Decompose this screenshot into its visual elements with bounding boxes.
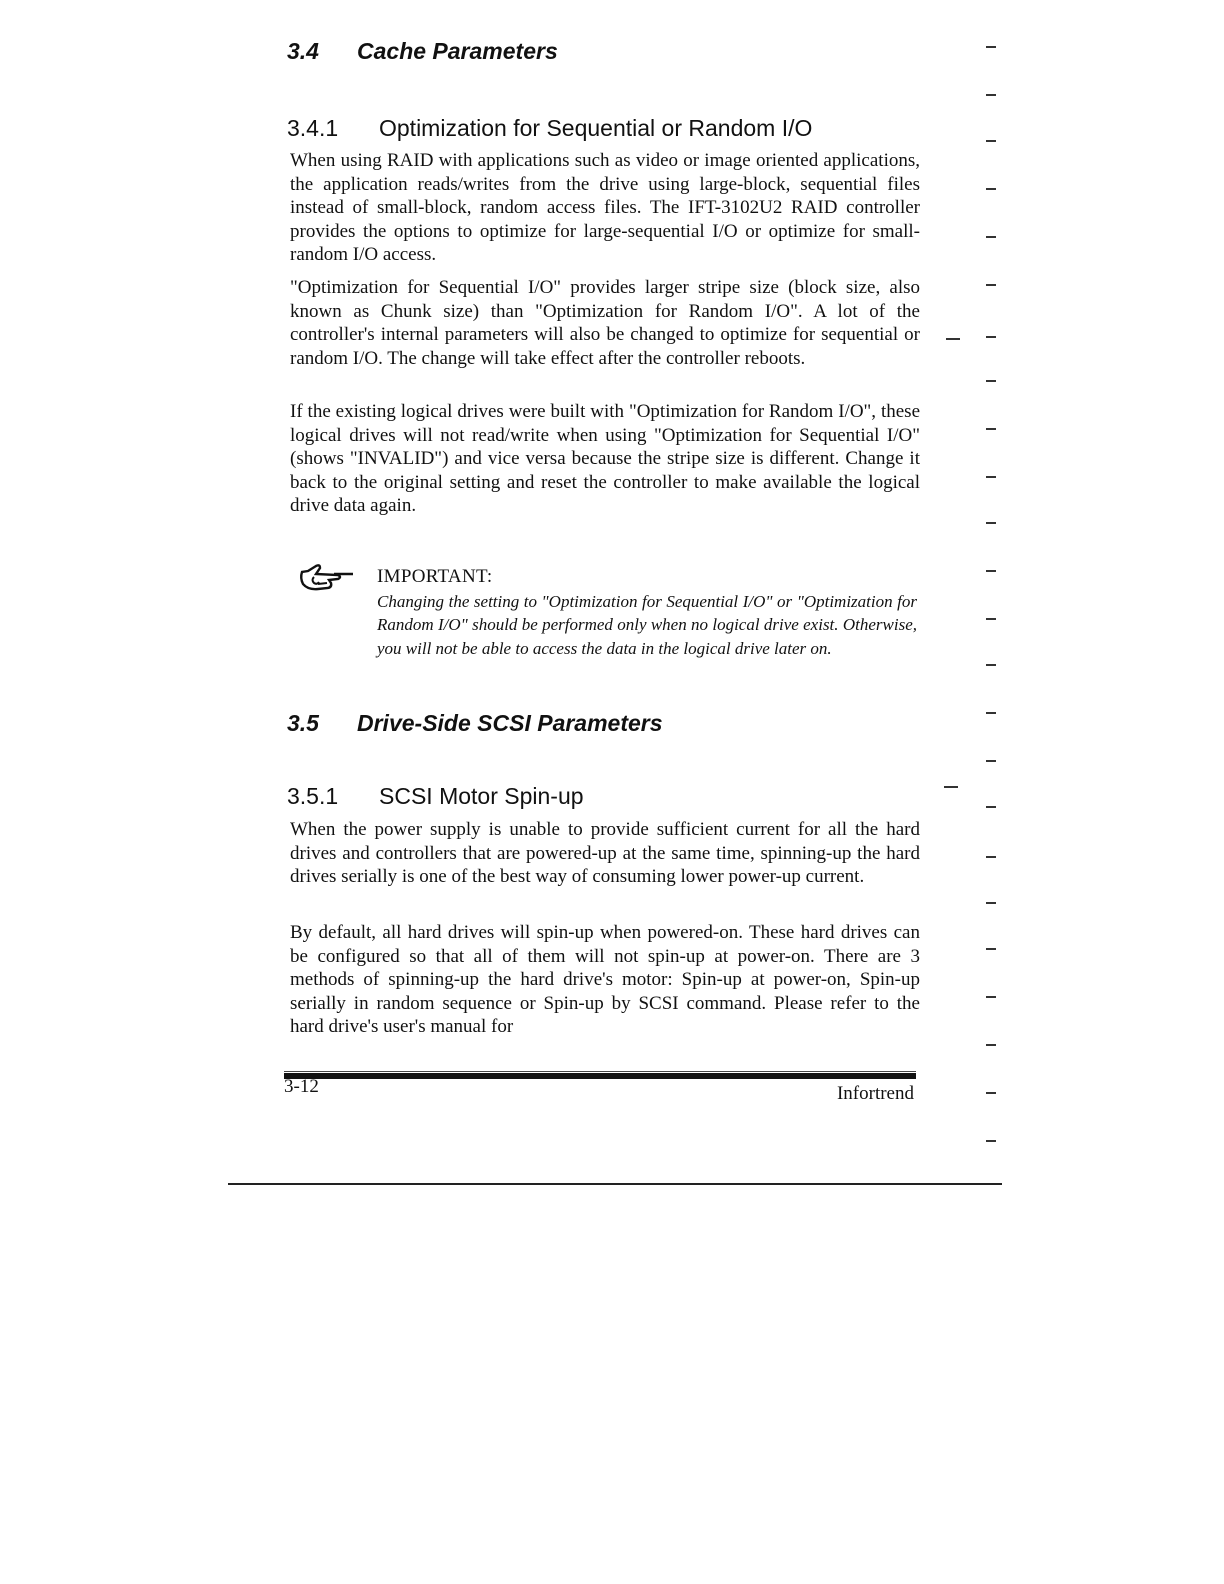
paragraph: When the power supply is unable to provide sufficient current for all the hard drives and controllers that are powered-up at the same time, spinning-up the hard drives serially is one of the best way of consuming lower power-up current. [290, 819, 920, 888]
margin-mark [986, 856, 996, 858]
footer-divider-thin [284, 1071, 916, 1072]
margin-mark [986, 522, 996, 524]
footer-brand: Infortrend [836, 1083, 914, 1104]
margin-mark [986, 806, 996, 808]
margin-mark [986, 236, 996, 238]
margin-mark [944, 786, 958, 788]
section-number: 3.4.1 [287, 115, 339, 141]
margin-mark [986, 618, 996, 620]
section-title: SCSI Motor Spin-up [379, 783, 584, 809]
note-title: IMPORTANT: [377, 566, 493, 587]
pointing-hand-icon [298, 562, 356, 592]
margin-mark [986, 902, 996, 904]
paragraph: When using RAID with applications such as video or image oriented applications, the application reads/writes from the drive using large-block, sequential files instead of small-block, random access files. The IFT-3102U2 RAID controller provides the options to optimize for large-sequential I/O or optimize for small-random I/O access. [290, 150, 920, 266]
note-body: Changing the setting to "Optimization for Sequential I/O" or "Optimization for Random I/O" should be performed only when no logical drive exist. Otherwise, you will not be able to access the data in the logical drive later on. [377, 592, 917, 658]
section-title: Drive-Side SCSI Parameters [357, 710, 663, 736]
margin-mark [986, 140, 996, 142]
margin-mark [946, 338, 960, 340]
section-3-4-1-heading [287, 115, 812, 142]
page-number: 3-12 [284, 1076, 319, 1097]
footer-divider [284, 1073, 916, 1079]
margin-mark [986, 1092, 996, 1094]
paragraph: If the existing logical drives were built with "Optimization for Random I/O", these logical drives will not read/write when using "Optimization for Sequential I/O" (shows "INVALID") and vice versa because the stripe size is different. Change it back to the original setting and reset the controller to make available the logical drive data again. [290, 401, 920, 517]
margin-mark [986, 476, 996, 478]
margin-mark [986, 284, 996, 286]
section-title: Cache Parameters [357, 38, 558, 64]
margin-mark [986, 46, 996, 48]
margin-mark [986, 336, 996, 338]
section-3-5-1-heading [287, 783, 584, 810]
margin-mark [986, 664, 996, 666]
section-number: 3.4 [287, 38, 319, 64]
paragraph: "Optimization for Sequential I/O" provides larger stripe size (block size, also known as Chunk size) than "Optimization for Random I/O". A lot of the controller's internal parameters will also be changed to optimize for sequential or random I/O. The change will take effect after the controller reboots. [290, 277, 920, 369]
margin-mark [986, 428, 996, 430]
paragraph: By default, all hard drives will spin-up when powered-on. These hard drives can be configured so that all of them will not spin-up at power-on. There are 3 methods of spinning-up the hard drive's motor: Spin-up at power-on, Spin-up serially in random sequence or Spin-up by SCSI command. Please refer to the hard drive's user's manual for [290, 922, 920, 1038]
section-3-5-heading [287, 710, 663, 737]
margin-mark [986, 996, 996, 998]
margin-mark [986, 760, 996, 762]
section-number: 3.5.1 [287, 783, 339, 809]
margin-mark [986, 94, 996, 96]
margin-mark [986, 570, 996, 572]
margin-mark [986, 1044, 996, 1046]
margin-mark [986, 712, 996, 714]
section-3-4-heading [287, 38, 558, 65]
section-number: 3.5 [287, 710, 319, 736]
scan-edge-rule [228, 1183, 1002, 1185]
section-title: Optimization for Sequential or Random I/O [379, 115, 813, 141]
margin-mark [986, 1140, 996, 1142]
margin-mark [986, 188, 996, 190]
margin-mark [986, 948, 996, 950]
margin-mark [986, 380, 996, 382]
